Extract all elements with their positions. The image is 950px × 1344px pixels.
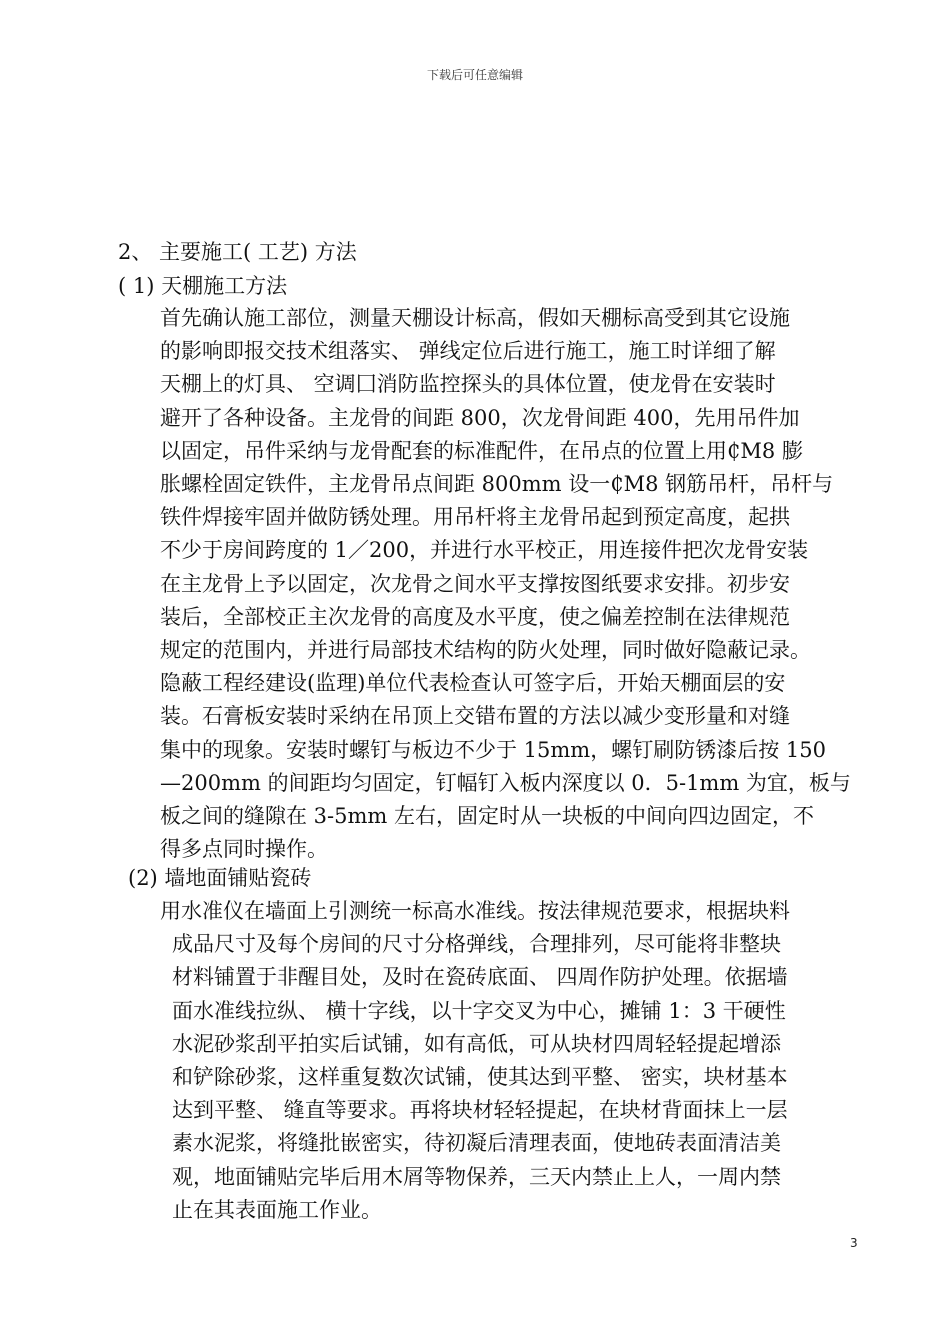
paragraph-line: 隐蔽工程经建设(监理)单位代表检查认可签字后，开始天棚面层的安 <box>160 671 786 696</box>
page-header-note: 下载后可任意编辑 <box>426 68 523 82</box>
paragraph-line: 面水准线拉纵、 横十字线，以十字交叉为中心，摊铺 1：3 干硬性 <box>172 998 786 1023</box>
paragraph-line: 避开了各种设备。主龙骨的间距 800，次龙骨间距 400，先用吊件加 <box>160 405 800 430</box>
paragraph-line: 以固定，吊件采纳与龙骨配套的标准配件，在吊点的位置上用₵M8 膨 <box>160 438 803 463</box>
paragraph-line: —200mm 的间距均匀固定，钉幅钉入板内深度以 0．5-1mm 为宜，板与 <box>160 770 851 795</box>
paragraph-line: 成品尺寸及每个房间的尺寸分格弹线，合理排列，尽可能将非整块 <box>172 932 781 957</box>
paragraph-line: 在主龙骨上予以固定，次龙骨之间水平支撑按图纸要求安排。初步安 <box>160 571 790 596</box>
subsection-2-heading: (2) 墙地面铺贴瓷砖 <box>128 866 312 890</box>
paragraph-line: 板之间的缝隙在 3-5mm 左右，固定时从一块板的中间向四边固定，不 <box>160 804 814 829</box>
paragraph-line: 材料铺置于非醒目处，及时在瓷砖底面、 四周作防护处理。依据墙 <box>172 965 788 990</box>
paragraph-line: 水泥砂浆刮平拍实后试铺，如有高低，可从块材四周轻轻提起增添 <box>172 1031 781 1056</box>
paragraph-line: 用水准仪在墙面上引测统一标高水准线。按法律规范要求，根据块料 <box>160 899 790 923</box>
paragraph-line: 达到平整、 缝直等要求。再将块材轻轻提起，在块材背面抹上一层 <box>172 1098 788 1123</box>
paragraph-line: 止在其表面施工作业。 <box>172 1197 382 1222</box>
paragraph-line: 集中的现象。安装时螺钉与板边不少于 15mm，螺钉刷防锈漆后按 150 <box>160 737 826 762</box>
paragraph-line: 得多点同时操作。 <box>160 837 328 862</box>
paragraph-line: 的影响即报交技术组落实、 弹线定位后进行施工，施工时详细了解 <box>160 339 776 364</box>
paragraph-line: 天棚上的灯具、 空调囗消防监控探头的具体位置，使龙骨在安装时 <box>160 372 776 397</box>
paragraph-line: 装。石膏板安装时采纳在吊顶上交错布置的方法以减少变形量和对缝 <box>160 704 790 729</box>
paragraph-line: 首先确认施工部位，测量天棚设计标高，假如天棚标高受到其它设施 <box>160 306 790 330</box>
paragraph-line: 装后，全部校正主次龙骨的高度及水平度，使之偏差控制在法律规范 <box>160 604 790 629</box>
paragraph-line: 胀螺栓固定铁件，主龙骨吊点间距 800mm 设一₵M8 钢筋吊杆，吊杆与 <box>160 472 834 497</box>
paragraph-line: 规定的范围内，并进行局部技术结构的防火处理，同时做好隐蔽记录。 <box>160 638 811 663</box>
subsection-2-paragraph <box>160 895 790 1227</box>
paragraph-line: 和铲除砂浆，这样重复数次试铺，使其达到平整、 密实，块材基本 <box>172 1065 788 1090</box>
paragraph-line: 观，地面铺贴完毕后用木屑等物保养，三天内禁止上人，一周内禁 <box>172 1164 781 1189</box>
paragraph-line: 素水泥浆，将缝批嵌密实，待初凝后清理表面，使地砖表面清洁美 <box>172 1131 781 1156</box>
subsection-1-heading: ( 1) 天棚施工方法 <box>118 274 288 298</box>
subsection-1-paragraph <box>160 302 851 866</box>
section-heading: 2、 主要施工( 工艺) 方法 <box>118 240 357 264</box>
page-number: 3 <box>850 1236 858 1250</box>
paragraph-line: 铁件焊接牢固并做防锈处理。用吊杆将主龙骨吊起到预定高度，起拱 <box>160 505 790 530</box>
paragraph-line: 不少于房间跨度的 1／200，并进行水平校正，用连接件把次龙骨安装 <box>160 538 809 563</box>
